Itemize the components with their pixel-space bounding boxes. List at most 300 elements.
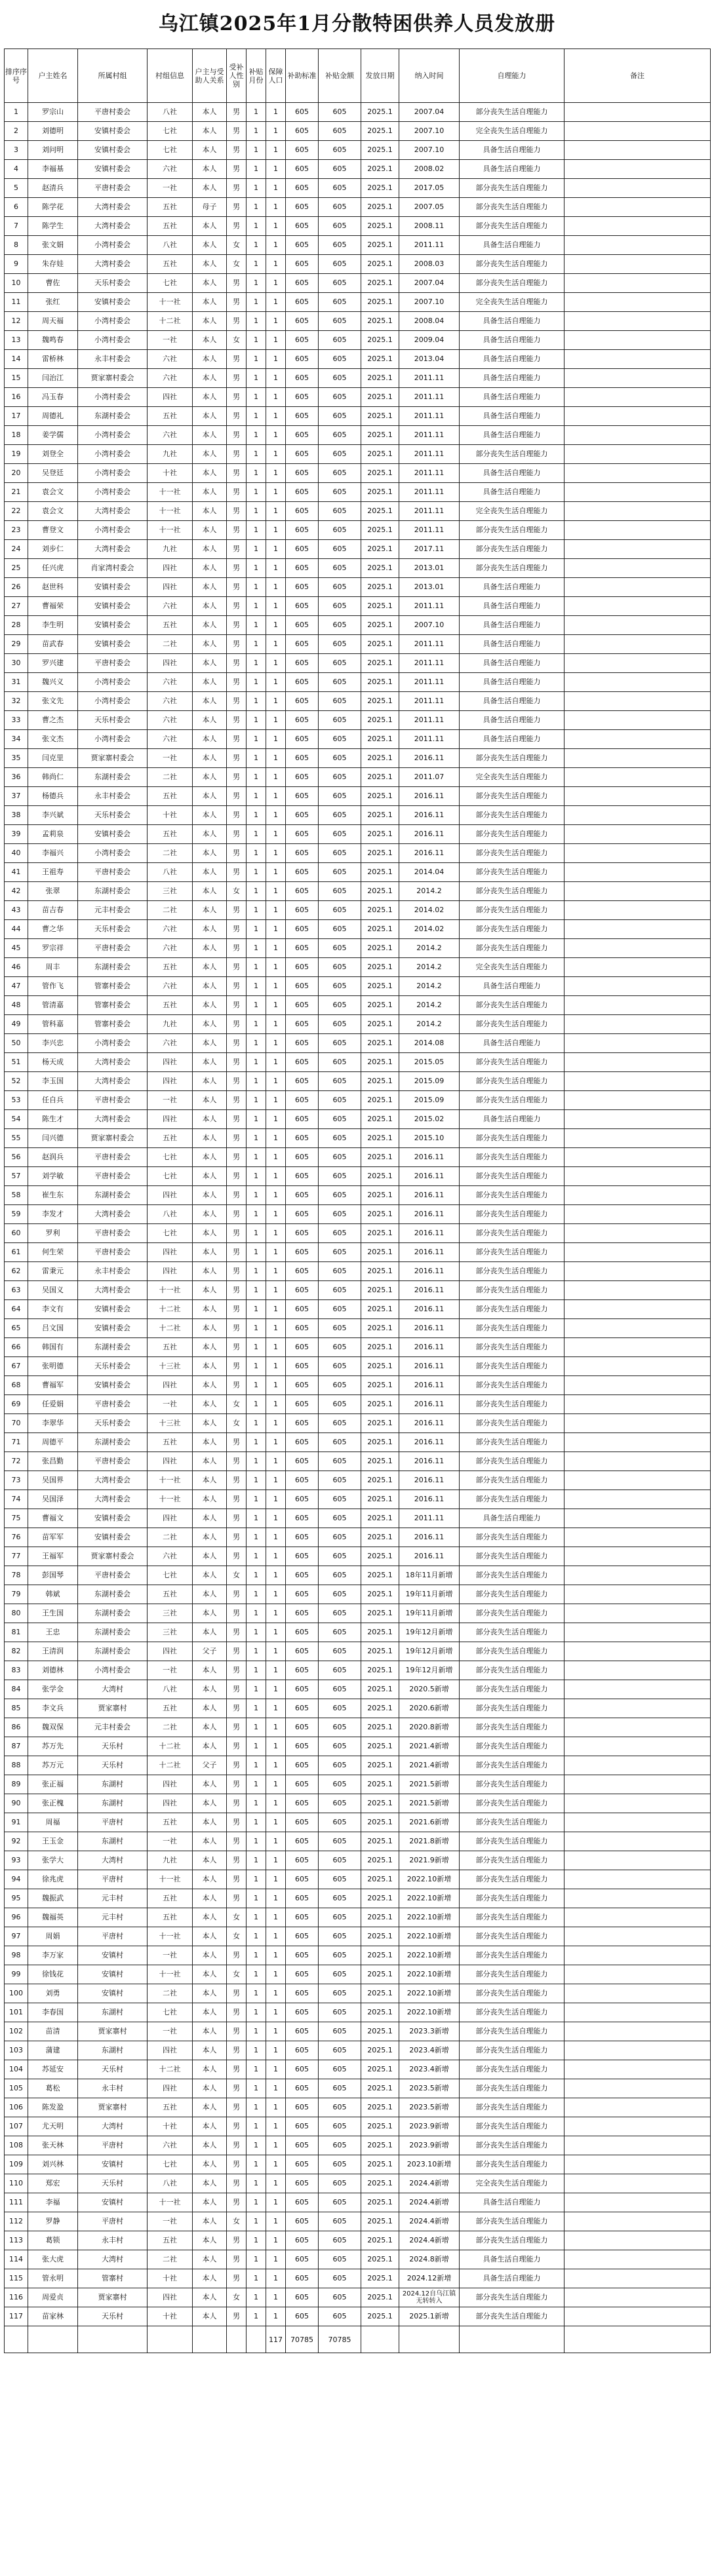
row-amount: 605 <box>319 825 361 844</box>
row-group: 四社 <box>148 654 193 673</box>
table-row <box>5 1357 711 1376</box>
row-months: 1 <box>247 2288 266 2307</box>
row-amount: 605 <box>319 2060 361 2079</box>
table-row <box>5 426 711 445</box>
row-village: 安镇村 <box>78 1965 148 1984</box>
row-population: 1 <box>266 1908 286 1927</box>
row-group: 七社 <box>148 122 193 141</box>
row-self-care: 部分丧失生活自理能力 <box>460 2117 565 2136</box>
row-remarks <box>565 730 711 749</box>
row-amount: 605 <box>319 996 361 1015</box>
row-population: 1 <box>266 1053 286 1072</box>
row-name: 郑宏 <box>28 2174 78 2193</box>
row-name: 刘勇 <box>28 1984 78 2003</box>
row-remarks <box>565 1319 711 1338</box>
row-amount: 605 <box>319 787 361 806</box>
row-pay-date: 2025.1 <box>361 1566 399 1585</box>
row-village: 东湖村委会 <box>78 1338 148 1357</box>
row-remarks <box>565 1433 711 1452</box>
table-row <box>5 1072 711 1091</box>
row-amount: 605 <box>319 2288 361 2307</box>
row-village: 平唐村委会 <box>78 939 148 958</box>
row-population: 1 <box>266 331 286 350</box>
row-relation: 本人 <box>193 1509 227 1528</box>
row-self-care: 部分丧失生活自理能力 <box>460 179 565 198</box>
row-months: 1 <box>247 103 266 122</box>
row-standard: 605 <box>286 1737 319 1756</box>
row-gender: 男 <box>227 1547 247 1566</box>
row-remarks <box>565 1737 711 1756</box>
row-group: 十二社 <box>148 1319 193 1338</box>
row-months: 1 <box>247 521 266 540</box>
table-row <box>5 1281 711 1300</box>
row-self-care: 部分丧失生活自理能力 <box>460 1699 565 1718</box>
row-name: 孟莉泉 <box>28 825 78 844</box>
row-months: 1 <box>247 1718 266 1737</box>
row-population: 1 <box>266 2307 286 2326</box>
row-enroll-time: 2011.11 <box>399 635 460 654</box>
row-village: 贾家寨村委会 <box>78 1547 148 1566</box>
row-pay-date: 2025.1 <box>361 293 399 312</box>
row-name: 李春国 <box>28 2003 78 2022</box>
row-gender: 男 <box>227 2250 247 2269</box>
row-relation: 本人 <box>193 1908 227 1927</box>
row-population: 1 <box>266 1604 286 1623</box>
table-row <box>5 578 711 597</box>
row-name: 张正槐 <box>28 1794 78 1813</box>
row-standard: 605 <box>286 597 319 616</box>
row-amount: 605 <box>319 483 361 502</box>
row-village: 天乐村 <box>78 2174 148 2193</box>
row-relation: 本人 <box>193 2307 227 2326</box>
row-self-care: 完全丧失生活自理能力 <box>460 768 565 787</box>
row-population: 1 <box>266 540 286 559</box>
row-months: 1 <box>247 1908 266 1927</box>
row-enroll-time: 2016.11 <box>399 1471 460 1490</box>
row-pay-date: 2025.1 <box>361 1509 399 1528</box>
table-row <box>5 1110 711 1129</box>
row-enroll-time: 2015.02 <box>399 1110 460 1129</box>
row-population: 1 <box>266 1395 286 1414</box>
row-relation: 本人 <box>193 2155 227 2174</box>
row-self-care: 部分丧失生活自理能力 <box>460 1072 565 1091</box>
row-gender: 男 <box>227 502 247 521</box>
row-gender: 男 <box>227 464 247 483</box>
row-self-care: 部分丧失生活自理能力 <box>460 103 565 122</box>
row-standard: 605 <box>286 464 319 483</box>
row-enroll-time: 2023.3新增 <box>399 2022 460 2041</box>
table-row <box>5 768 711 787</box>
row-gender: 男 <box>227 1281 247 1300</box>
row-relation: 本人 <box>193 749 227 768</box>
row-village: 贾家寨村 <box>78 2098 148 2117</box>
table-row <box>5 1053 711 1072</box>
row-enroll-time: 2023.9新增 <box>399 2117 460 2136</box>
row-self-care: 具备生活自理能力 <box>460 673 565 692</box>
row-amount: 605 <box>319 863 361 882</box>
row-name: 魏兴义 <box>28 673 78 692</box>
table-row <box>5 1984 711 2003</box>
table-row <box>5 1623 711 1642</box>
row-population: 1 <box>266 1376 286 1395</box>
row-seq: 60 <box>5 1224 28 1243</box>
row-name: 张文先 <box>28 692 78 711</box>
row-group: 一社 <box>148 1661 193 1680</box>
row-village: 大湾村委会 <box>78 255 148 274</box>
row-seq: 40 <box>5 844 28 863</box>
row-seq: 69 <box>5 1395 28 1414</box>
row-enroll-time: 2011.11 <box>399 730 460 749</box>
row-enroll-time: 19年12月新增 <box>399 1661 460 1680</box>
row-self-care: 部分丧失生活自理能力 <box>460 1566 565 1585</box>
totals-standard: 70785 <box>286 2326 319 2353</box>
row-remarks <box>565 464 711 483</box>
col-header-gender: 受补人性别 <box>227 49 247 103</box>
row-amount: 605 <box>319 426 361 445</box>
row-population: 1 <box>266 559 286 578</box>
row-name: 张昌勤 <box>28 1452 78 1471</box>
row-name: 吴登廷 <box>28 464 78 483</box>
row-population: 1 <box>266 1623 286 1642</box>
row-enroll-time: 2015.05 <box>399 1053 460 1072</box>
table-row <box>5 844 711 863</box>
row-group: 七社 <box>148 141 193 160</box>
row-months: 1 <box>247 2079 266 2098</box>
row-group: 一社 <box>148 2022 193 2041</box>
row-standard: 605 <box>286 2212 319 2231</box>
row-pay-date: 2025.1 <box>361 1680 399 1699</box>
row-population: 1 <box>266 1129 286 1148</box>
row-self-care: 部分丧失生活自理能力 <box>460 1851 565 1870</box>
row-name: 曹之华 <box>28 920 78 939</box>
row-amount: 605 <box>319 1433 361 1452</box>
row-months: 1 <box>247 312 266 331</box>
table-row <box>5 1262 711 1281</box>
row-remarks <box>565 673 711 692</box>
row-remarks <box>565 1642 711 1661</box>
row-village: 平唐村委会 <box>78 1452 148 1471</box>
row-amount: 605 <box>319 1072 361 1091</box>
row-pay-date: 2025.1 <box>361 388 399 407</box>
row-self-care: 部分丧失生活自理能力 <box>460 2136 565 2155</box>
row-amount: 605 <box>319 160 361 179</box>
row-remarks <box>565 1300 711 1319</box>
row-seq: 44 <box>5 920 28 939</box>
row-self-care: 部分丧失生活自理能力 <box>460 217 565 236</box>
row-name: 苗军军 <box>28 1528 78 1547</box>
row-remarks <box>565 293 711 312</box>
table-row <box>5 1699 711 1718</box>
row-enroll-time: 2008.11 <box>399 217 460 236</box>
row-self-care: 部分丧失生活自理能力 <box>460 1889 565 1908</box>
row-remarks <box>565 787 711 806</box>
row-standard: 605 <box>286 787 319 806</box>
row-standard: 605 <box>286 521 319 540</box>
table-row <box>5 1452 711 1471</box>
row-population: 1 <box>266 2212 286 2231</box>
row-village: 大湾村 <box>78 1851 148 1870</box>
row-pay-date: 2025.1 <box>361 1965 399 1984</box>
row-gender: 男 <box>227 996 247 1015</box>
row-village: 东湖村委会 <box>78 1642 148 1661</box>
table-body <box>5 103 711 2326</box>
row-village: 大湾村委会 <box>78 502 148 521</box>
row-remarks <box>565 445 711 464</box>
row-standard: 605 <box>286 2269 319 2288</box>
row-seq: 55 <box>5 1129 28 1148</box>
row-name: 袁会文 <box>28 483 78 502</box>
table-row <box>5 863 711 882</box>
row-pay-date: 2025.1 <box>361 103 399 122</box>
row-gender: 男 <box>227 2193 247 2212</box>
row-months: 1 <box>247 1205 266 1224</box>
row-standard: 605 <box>286 958 319 977</box>
row-seq: 58 <box>5 1186 28 1205</box>
table-row <box>5 2269 711 2288</box>
table-row <box>5 1642 711 1661</box>
row-months: 1 <box>247 825 266 844</box>
row-name: 任爱娟 <box>28 1395 78 1414</box>
row-enroll-time: 2008.04 <box>399 312 460 331</box>
row-standard: 605 <box>286 2250 319 2269</box>
row-gender: 男 <box>227 1642 247 1661</box>
row-amount: 605 <box>319 1813 361 1832</box>
row-standard: 605 <box>286 122 319 141</box>
row-remarks <box>565 1832 711 1851</box>
row-self-care: 部分丧失生活自理能力 <box>460 1452 565 1471</box>
row-months: 1 <box>247 1680 266 1699</box>
row-village: 天乐村 <box>78 2307 148 2326</box>
row-remarks <box>565 1623 711 1642</box>
row-pay-date: 2025.1 <box>361 1167 399 1186</box>
row-relation: 本人 <box>193 483 227 502</box>
row-months: 1 <box>247 616 266 635</box>
row-relation: 本人 <box>193 369 227 388</box>
row-self-care: 部分丧失生活自理能力 <box>460 1946 565 1965</box>
row-enroll-time: 2023.4新增 <box>399 2060 460 2079</box>
row-months: 1 <box>247 1490 266 1509</box>
row-population: 1 <box>266 445 286 464</box>
row-group: 五社 <box>148 1813 193 1832</box>
row-group: 一社 <box>148 331 193 350</box>
row-name: 李万家 <box>28 1946 78 1965</box>
col-header-group: 村组信息 <box>148 49 193 103</box>
row-village: 安镇村委会 <box>78 825 148 844</box>
row-village: 安镇村委会 <box>78 1300 148 1319</box>
row-pay-date: 2025.1 <box>361 2212 399 2231</box>
row-gender: 男 <box>227 1718 247 1737</box>
row-standard: 605 <box>286 996 319 1015</box>
table-row <box>5 1946 711 1965</box>
row-name: 刘兴林 <box>28 2155 78 2174</box>
row-group: 二社 <box>148 768 193 787</box>
row-population: 1 <box>266 673 286 692</box>
row-months: 1 <box>247 350 266 369</box>
row-relation: 本人 <box>193 920 227 939</box>
row-group: 十二社 <box>148 312 193 331</box>
row-enroll-time: 2014.04 <box>399 863 460 882</box>
row-standard: 605 <box>286 2041 319 2060</box>
table-row <box>5 1034 711 1053</box>
row-standard: 605 <box>286 540 319 559</box>
row-seq: 31 <box>5 673 28 692</box>
col-header-population: 保障人口 <box>266 49 286 103</box>
row-group: 一社 <box>148 2212 193 2231</box>
row-remarks <box>565 635 711 654</box>
row-pay-date: 2025.1 <box>361 1984 399 2003</box>
row-relation: 本人 <box>193 559 227 578</box>
row-pay-date: 2025.1 <box>361 1585 399 1604</box>
row-months: 1 <box>247 426 266 445</box>
row-relation: 本人 <box>193 464 227 483</box>
row-population: 1 <box>266 2231 286 2250</box>
row-amount: 605 <box>319 1452 361 1471</box>
row-standard: 605 <box>286 2022 319 2041</box>
row-enroll-time: 2015.10 <box>399 1129 460 1148</box>
row-group: 七社 <box>148 1148 193 1167</box>
row-self-care: 部分丧失生活自理能力 <box>460 844 565 863</box>
row-name: 李翠华 <box>28 1414 78 1433</box>
row-population: 1 <box>266 1528 286 1547</box>
row-standard: 605 <box>286 160 319 179</box>
row-name: 曹佐 <box>28 274 78 293</box>
row-village: 平唐村委会 <box>78 863 148 882</box>
row-self-care: 部分丧失生活自理能力 <box>460 2041 565 2060</box>
row-amount: 605 <box>319 350 361 369</box>
row-self-care: 具备生活自理能力 <box>460 369 565 388</box>
row-gender: 男 <box>227 407 247 426</box>
row-name: 崔生东 <box>28 1186 78 1205</box>
row-group: 六社 <box>148 350 193 369</box>
table-row <box>5 521 711 540</box>
row-village: 平唐村委会 <box>78 1395 148 1414</box>
row-group: 六社 <box>148 673 193 692</box>
row-pay-date: 2025.1 <box>361 1908 399 1927</box>
row-seq: 48 <box>5 996 28 1015</box>
row-population: 1 <box>266 2060 286 2079</box>
row-standard: 605 <box>286 977 319 996</box>
row-village: 大湾村 <box>78 1680 148 1699</box>
row-group: 三社 <box>148 1623 193 1642</box>
row-remarks <box>565 1376 711 1395</box>
row-pay-date: 2025.1 <box>361 2155 399 2174</box>
row-remarks <box>565 1680 711 1699</box>
row-standard: 605 <box>286 1528 319 1547</box>
row-remarks <box>565 1167 711 1186</box>
row-months: 1 <box>247 388 266 407</box>
row-self-care: 部分丧失生活自理能力 <box>460 1167 565 1186</box>
row-group: 五社 <box>148 198 193 217</box>
row-standard: 605 <box>286 1642 319 1661</box>
row-standard: 605 <box>286 1908 319 1927</box>
row-standard: 605 <box>286 1870 319 1889</box>
row-enroll-time: 19年12月新增 <box>399 1642 460 1661</box>
row-group: 六社 <box>148 939 193 958</box>
table-row <box>5 1186 711 1205</box>
row-amount: 605 <box>319 1471 361 1490</box>
table-row <box>5 1091 711 1110</box>
row-relation: 本人 <box>193 863 227 882</box>
row-enroll-time: 2011.11 <box>399 388 460 407</box>
row-enroll-time: 2022.10新增 <box>399 1927 460 1946</box>
row-group: 四社 <box>148 1053 193 1072</box>
row-gender: 男 <box>227 2269 247 2288</box>
row-enroll-time: 2014.2 <box>399 939 460 958</box>
row-village: 平唐村委会 <box>78 654 148 673</box>
row-amount: 605 <box>319 1490 361 1509</box>
row-enroll-time: 2014.02 <box>399 901 460 920</box>
row-remarks <box>565 1224 711 1243</box>
row-amount: 605 <box>319 844 361 863</box>
row-seq: 116 <box>5 2288 28 2307</box>
row-enroll-time: 2007.10 <box>399 616 460 635</box>
page-title: 乌江镇2025年1月分散特困供养人员发放册 <box>158 12 556 35</box>
row-name: 管永明 <box>28 2269 78 2288</box>
row-gender: 男 <box>227 901 247 920</box>
row-seq: 2 <box>5 122 28 141</box>
row-relation: 本人 <box>193 540 227 559</box>
row-relation: 本人 <box>193 1585 227 1604</box>
row-group: 五社 <box>148 1889 193 1908</box>
row-village: 贾家寨村 <box>78 2288 148 2307</box>
row-months: 1 <box>247 768 266 787</box>
row-group: 二社 <box>148 635 193 654</box>
row-pay-date: 2025.1 <box>361 1433 399 1452</box>
row-group: 九社 <box>148 1851 193 1870</box>
row-gender: 男 <box>227 1224 247 1243</box>
row-self-care: 部分丧失生活自理能力 <box>460 2231 565 2250</box>
row-enroll-time: 2014.02 <box>399 920 460 939</box>
row-relation: 本人 <box>193 1984 227 2003</box>
row-months: 1 <box>247 1376 266 1395</box>
row-seq: 39 <box>5 825 28 844</box>
row-gender: 女 <box>227 1965 247 1984</box>
row-gender: 男 <box>227 1775 247 1794</box>
row-standard: 605 <box>286 1889 319 1908</box>
row-months: 1 <box>247 198 266 217</box>
row-seq: 112 <box>5 2212 28 2231</box>
row-name: 赵润兵 <box>28 1148 78 1167</box>
row-enroll-time: 2011.11 <box>399 502 460 521</box>
table-row <box>5 217 711 236</box>
row-remarks <box>565 1927 711 1946</box>
row-self-care: 部分丧失生活自理能力 <box>460 1471 565 1490</box>
row-enroll-time: 2021.8新增 <box>399 1832 460 1851</box>
row-seq: 71 <box>5 1433 28 1452</box>
table-row <box>5 749 711 768</box>
table-row <box>5 179 711 198</box>
row-self-care: 具备生活自理能力 <box>460 692 565 711</box>
row-group: 十社 <box>148 2269 193 2288</box>
row-relation: 本人 <box>193 1319 227 1338</box>
row-gender: 男 <box>227 1243 247 1262</box>
row-name: 张翠 <box>28 882 78 901</box>
row-relation: 本人 <box>193 1471 227 1490</box>
row-remarks <box>565 407 711 426</box>
row-remarks <box>565 1452 711 1471</box>
row-village: 小湾村委会 <box>78 445 148 464</box>
table-row <box>5 2079 711 2098</box>
row-population: 1 <box>266 236 286 255</box>
row-enroll-time: 2011.11 <box>399 673 460 692</box>
row-standard: 605 <box>286 312 319 331</box>
row-enroll-time: 2021.9新增 <box>399 1851 460 1870</box>
row-standard: 605 <box>286 2174 319 2193</box>
row-enroll-time: 2016.11 <box>399 1300 460 1319</box>
row-village: 平唐村委会 <box>78 1566 148 1585</box>
row-village: 贾家寨村 <box>78 2022 148 2041</box>
row-village: 贾家寨村委会 <box>78 369 148 388</box>
